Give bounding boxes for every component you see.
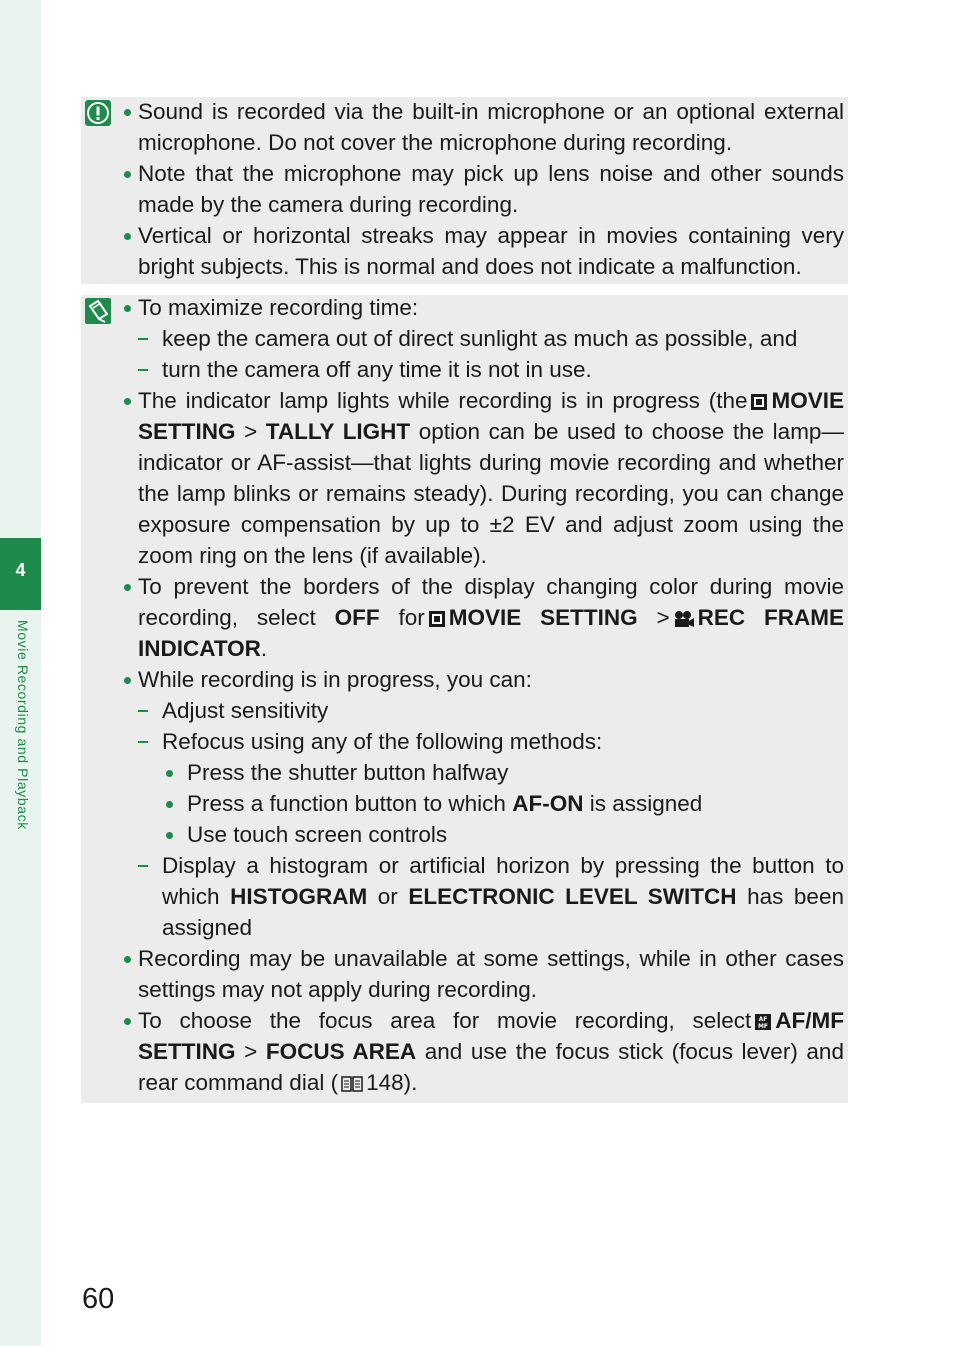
bullet-icon (124, 677, 131, 684)
list-item: Note that the microphone may pick up lens noise and other sounds made by the camera during recording. (122, 158, 844, 220)
note-box (81, 295, 848, 1103)
caution-list (122, 96, 844, 282)
chapter-number: 4 (15, 560, 26, 580)
dash-icon (138, 369, 148, 371)
bullet-icon (124, 171, 131, 178)
bullet-icon (166, 801, 173, 808)
dash-icon (138, 338, 148, 340)
sub-sub-item: Press the shutter button halfway (122, 757, 844, 788)
dash-icon (138, 741, 148, 743)
sub-item: Display a histogram or artificial horizon by pressing the button to which HISTOGRAM or ELECTRONIC LEVEL SWITCH has been assigned (122, 850, 844, 943)
note-list (122, 292, 844, 1098)
sub-item: turn the camera off any time it is not in use. (122, 354, 844, 385)
list-item: Sound is recorded via the built-in microphone or an optional external microphone. Do not cover the microphone during recording. (122, 96, 844, 158)
sub-sub-item: Use touch screen controls (122, 819, 844, 850)
sub-item: Refocus using any of the following methods: (122, 726, 844, 757)
svg-text:MF: MF (758, 1023, 769, 1030)
dash-icon (138, 865, 148, 867)
sub-item: keep the camera out of direct sunlight as much as possible, and (122, 323, 844, 354)
list-item: Recording may be unavailable at some settings, while in other cases settings may not apply during recording. (122, 943, 844, 1005)
list-item: Vertical or horizontal streaks may appear in movies containing very bright subjects. This is normal and does not indicate a malfunction. (122, 220, 844, 282)
bullet-icon (124, 233, 131, 240)
movie-menu-icon (428, 610, 446, 628)
book-icon (341, 1075, 363, 1093)
sub-sub-item: Press a function button to which AF-ON is assigned (122, 788, 844, 819)
bullet-icon (166, 832, 173, 839)
list-item: The indicator lamp lights while recording is in progress (the MOVIE SETTING > TALLY LIGHT option can be used to choose the lamp—indicator or AF-assist—that lights during movie recording and whether the lamp blinks or remains steady). During recording, you can change exposure compensation by up to ±2 EV and adjust zoom using the zoom ring on the lens (if available). (122, 385, 844, 571)
dash-icon (138, 710, 148, 712)
bullet-icon (124, 956, 131, 963)
list-item: To maximize recording time: (122, 292, 844, 323)
page-reference[interactable]: 148 (366, 1070, 404, 1095)
bullet-icon (124, 584, 131, 591)
bullet-icon (124, 305, 131, 312)
list-item: To choose the focus area for movie recording, select AF MF AF/MF SETTING > FOCUS AREA and use the focus stick (focus lever) and rear command dial ( 148). (122, 1005, 844, 1098)
sub-item: Adjust sensitivity (122, 695, 844, 726)
movie-menu-icon (750, 393, 768, 411)
note-icon (84, 297, 112, 325)
movie-camera-icon (673, 610, 695, 628)
list-item: While recording is in progress, you can: (122, 664, 844, 695)
svg-text:AF: AF (758, 1016, 768, 1023)
page-number: 60 (82, 1283, 115, 1315)
bullet-icon (166, 770, 173, 777)
list-item: To prevent the borders of the display changing color during movie recording, select OFF for MOVIE SETTING > REC FRAME INDICATOR. (122, 571, 844, 664)
bullet-icon (124, 1018, 131, 1025)
bullet-icon (124, 109, 131, 116)
caution-icon (84, 99, 112, 127)
caution-box (81, 97, 848, 284)
bullet-icon (124, 398, 131, 405)
chapter-title: Movie Recording and Playback (15, 620, 31, 830)
af-mf-menu-icon (754, 1013, 772, 1031)
